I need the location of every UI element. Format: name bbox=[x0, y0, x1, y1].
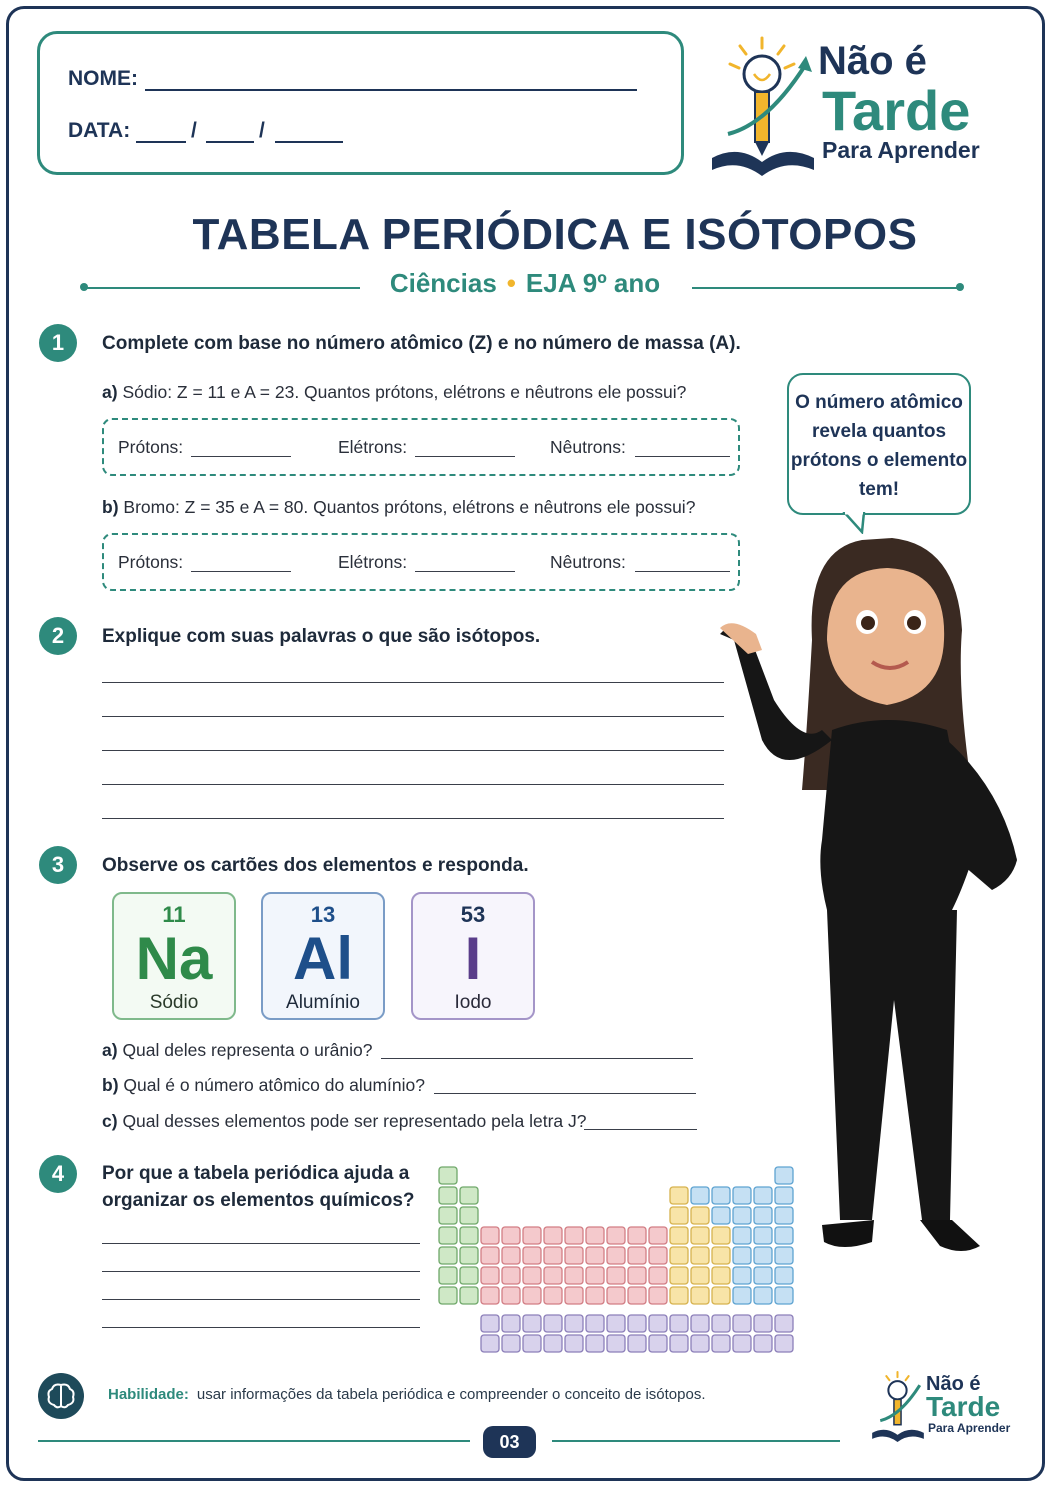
subtitle-dot: • bbox=[506, 268, 516, 298]
q1b-answer-box bbox=[102, 533, 740, 591]
periodic-table-cell bbox=[649, 1247, 667, 1264]
q1a-text bbox=[102, 382, 686, 403]
periodic-table-cell bbox=[712, 1247, 730, 1264]
periodic-table-cell bbox=[607, 1287, 625, 1304]
periodic-table-cell bbox=[733, 1267, 751, 1284]
periodic-table-cell bbox=[754, 1187, 772, 1204]
q3b-body: Qual é o número atômico do alumínio? bbox=[123, 1075, 425, 1095]
periodic-table-cell bbox=[460, 1227, 478, 1244]
element-symbol: I bbox=[464, 925, 482, 992]
periodic-table-cell bbox=[544, 1267, 562, 1284]
periodic-table-cell bbox=[502, 1227, 520, 1244]
periodic-table-cell bbox=[460, 1247, 478, 1264]
periodic-table-cell bbox=[691, 1315, 709, 1332]
periodic-table-cell bbox=[649, 1267, 667, 1284]
periodic-table-cell bbox=[712, 1287, 730, 1304]
q1b-prefix: b) bbox=[102, 497, 119, 517]
periodic-table-cell bbox=[628, 1315, 646, 1332]
periodic-table-cell bbox=[670, 1315, 688, 1332]
periodic-table-cell bbox=[733, 1335, 751, 1352]
question-number-1: 1 bbox=[39, 324, 77, 362]
periodic-table-cell bbox=[523, 1287, 541, 1304]
neutrons-label: Nêutrons: bbox=[550, 552, 626, 572]
skill-text: usar informações da tabela periódica e compreender o conceito de isótopos. bbox=[196, 1386, 706, 1403]
periodic-table-cell bbox=[649, 1335, 667, 1352]
periodic-table-cell bbox=[628, 1247, 646, 1264]
periodic-table-cell bbox=[628, 1227, 646, 1244]
periodic-table-cell bbox=[733, 1315, 751, 1332]
periodic-table-cell bbox=[649, 1315, 667, 1332]
question-4-line1: Por que a tabela periódica ajuda a bbox=[102, 1163, 410, 1184]
atomic-number: 11 bbox=[162, 902, 186, 927]
electrons-label: Elétrons: bbox=[338, 437, 408, 457]
periodic-table-cell bbox=[754, 1247, 772, 1264]
name-label: NOME: bbox=[68, 67, 138, 90]
q2-answer-line[interactable] bbox=[102, 784, 724, 785]
periodic-table-cell bbox=[775, 1167, 793, 1184]
brain-icon bbox=[38, 1373, 84, 1419]
q1a-answer-box bbox=[102, 418, 740, 476]
q4-answer-line[interactable] bbox=[102, 1327, 420, 1328]
periodic-table-cell bbox=[712, 1227, 730, 1244]
periodic-table-cell bbox=[775, 1335, 793, 1352]
q3c-body: Qual desses elementos pode ser representado pela letra J? bbox=[122, 1111, 587, 1131]
electrons-label: Elétrons: bbox=[338, 552, 408, 572]
periodic-table-cell bbox=[544, 1247, 562, 1264]
periodic-table-cell bbox=[481, 1247, 499, 1264]
question-3-text: Observe os cartões dos elementos e responda. bbox=[102, 855, 529, 876]
periodic-table-cell bbox=[439, 1227, 457, 1244]
date-separator: / bbox=[259, 119, 265, 142]
periodic-table-cell bbox=[712, 1207, 730, 1224]
periodic-table-cell bbox=[586, 1315, 604, 1332]
periodic-table-cell bbox=[460, 1267, 478, 1284]
periodic-table-cell bbox=[775, 1267, 793, 1284]
q4-answer-line[interactable] bbox=[102, 1243, 420, 1244]
periodic-table-cell bbox=[607, 1335, 625, 1352]
rule-dot bbox=[956, 283, 964, 291]
periodic-table-cell bbox=[586, 1247, 604, 1264]
periodic-table-cell bbox=[691, 1335, 709, 1352]
q1b-protons-field[interactable] bbox=[191, 571, 291, 572]
q2-answer-line[interactable] bbox=[102, 750, 724, 751]
q3b-text bbox=[102, 1075, 425, 1096]
periodic-table-cell bbox=[754, 1315, 772, 1332]
periodic-table-cell bbox=[481, 1287, 499, 1304]
periodic-table-cell bbox=[775, 1187, 793, 1204]
q1b-body: Bromo: Z = 35 e A = 80. Quantos prótons, elétrons e nêutrons ele possui? bbox=[123, 497, 696, 517]
q4-answer-line[interactable] bbox=[102, 1271, 420, 1272]
periodic-table-cell bbox=[502, 1267, 520, 1284]
periodic-table-cell bbox=[670, 1247, 688, 1264]
periodic-table-cell bbox=[460, 1187, 478, 1204]
q3c-text bbox=[102, 1111, 586, 1132]
neutrons-label: Nêutrons: bbox=[550, 437, 626, 457]
periodic-table-cell bbox=[649, 1227, 667, 1244]
q3a-body: Qual deles representa o urânio? bbox=[122, 1040, 373, 1060]
periodic-table-cell bbox=[607, 1227, 625, 1244]
periodic-table-cell bbox=[481, 1227, 499, 1244]
question-2-text: Explique com suas palavras o que são isótopos. bbox=[102, 626, 541, 647]
q1a-prefix: a) bbox=[102, 382, 118, 402]
periodic-table-cell bbox=[523, 1315, 541, 1332]
periodic-table-cell bbox=[565, 1315, 583, 1332]
periodic-table-cell bbox=[649, 1287, 667, 1304]
periodic-table-cell bbox=[481, 1315, 499, 1332]
logo-line2: Tarde bbox=[822, 79, 971, 142]
periodic-table-cell bbox=[502, 1247, 520, 1264]
periodic-table-cell bbox=[733, 1187, 751, 1204]
periodic-table-cell bbox=[733, 1227, 751, 1244]
periodic-table-cell bbox=[565, 1335, 583, 1352]
footer-logo-line1: Não é bbox=[926, 1373, 981, 1395]
q1b-text bbox=[102, 497, 695, 518]
question-number-4: 4 bbox=[39, 1155, 77, 1193]
element-name: Alumínio bbox=[286, 992, 360, 1013]
periodic-table-cell bbox=[439, 1187, 457, 1204]
periodic-table-cell bbox=[754, 1227, 772, 1244]
periodic-table-cell bbox=[460, 1287, 478, 1304]
element-name: Iodo bbox=[454, 992, 492, 1013]
periodic-table-cell bbox=[586, 1287, 604, 1304]
periodic-table-cell bbox=[544, 1227, 562, 1244]
element-symbol: Na bbox=[135, 925, 213, 992]
logo-line1: Não é bbox=[818, 39, 927, 83]
periodic-table-cell bbox=[544, 1315, 562, 1332]
periodic-table-cell bbox=[439, 1267, 457, 1284]
q1a-neutrons-field[interactable] bbox=[635, 456, 730, 457]
periodic-table-cell bbox=[460, 1207, 478, 1224]
page-number: 03 bbox=[483, 1426, 536, 1458]
logo-icon bbox=[708, 34, 818, 184]
q1a-electrons-field[interactable] bbox=[415, 456, 515, 457]
name-field[interactable] bbox=[145, 89, 637, 91]
periodic-table-cell bbox=[565, 1227, 583, 1244]
periodic-table-cell bbox=[670, 1335, 688, 1352]
periodic-table-cell bbox=[775, 1247, 793, 1264]
periodic-table-cell bbox=[439, 1247, 457, 1264]
periodic-table-cell bbox=[754, 1287, 772, 1304]
periodic-table-cell bbox=[670, 1227, 688, 1244]
periodic-table-cell bbox=[586, 1335, 604, 1352]
protons-label: Prótons: bbox=[118, 552, 184, 572]
periodic-table-cell bbox=[502, 1287, 520, 1304]
periodic-table-cell bbox=[565, 1267, 583, 1284]
periodic-table-cell bbox=[691, 1227, 709, 1244]
protons-label: Prótons: bbox=[118, 437, 184, 457]
periodic-table-cell bbox=[712, 1335, 730, 1352]
subtitle-rule-left bbox=[84, 287, 360, 289]
periodic-table-cell bbox=[523, 1335, 541, 1352]
atomic-number: 53 bbox=[460, 902, 486, 927]
q2-answer-line[interactable] bbox=[102, 682, 724, 683]
periodic-table-cell bbox=[670, 1287, 688, 1304]
date-month-field[interactable] bbox=[206, 141, 254, 143]
periodic-table-cell bbox=[502, 1315, 520, 1332]
element-card-al bbox=[261, 892, 385, 1020]
date-label: DATA: bbox=[68, 119, 131, 142]
periodic-table-cell bbox=[481, 1267, 499, 1284]
footer-rule-left bbox=[38, 1440, 470, 1442]
question-1-text: Complete com base no número atômico (Z) e no número de massa (A). bbox=[102, 333, 741, 354]
subtitle-rule-right bbox=[692, 287, 960, 289]
periodic-table-cell bbox=[544, 1287, 562, 1304]
periodic-table-cell bbox=[628, 1335, 646, 1352]
periodic-table-cell bbox=[775, 1227, 793, 1244]
periodic-table-cell bbox=[754, 1207, 772, 1224]
periodic-table-cell bbox=[502, 1335, 520, 1352]
element-name: Sódio bbox=[149, 992, 199, 1013]
question-number-3: 3 bbox=[39, 846, 77, 884]
date-day-field[interactable] bbox=[136, 141, 186, 143]
periodic-table-cell bbox=[691, 1207, 709, 1224]
q3c-prefix: c) bbox=[102, 1111, 118, 1131]
footer-logo-line2: Tarde bbox=[926, 1391, 1001, 1422]
q2-answer-line[interactable] bbox=[102, 716, 724, 717]
q3c-answer-field[interactable] bbox=[584, 1129, 697, 1130]
periodic-table-cell bbox=[439, 1207, 457, 1224]
periodic-table-cell bbox=[565, 1287, 583, 1304]
periodic-table-cell bbox=[691, 1187, 709, 1204]
periodic-table-cell bbox=[439, 1287, 457, 1304]
periodic-table-cell bbox=[565, 1247, 583, 1264]
periodic-table-cell bbox=[670, 1187, 688, 1204]
periodic-table-cell bbox=[691, 1247, 709, 1264]
periodic-table-cell bbox=[754, 1267, 772, 1284]
skill-label: Habilidade: bbox=[108, 1386, 189, 1403]
periodic-table-cell bbox=[670, 1267, 688, 1284]
q1a-body: Sódio: Z = 11 e A = 23. Quantos prótons, elétrons e nêutrons ele possui? bbox=[122, 382, 687, 402]
teacher-illustration bbox=[712, 530, 1032, 1270]
periodic-table-cell bbox=[628, 1287, 646, 1304]
periodic-table-cell bbox=[733, 1287, 751, 1304]
q3b-prefix: b) bbox=[102, 1075, 119, 1095]
q3a-answer-field[interactable] bbox=[381, 1058, 693, 1059]
periodic-table-cell bbox=[670, 1207, 688, 1224]
footer-logo-icon bbox=[870, 1370, 926, 1446]
q1a-protons-field[interactable] bbox=[191, 456, 291, 457]
subject-label: Ciências bbox=[389, 268, 497, 298]
footer-logo-line3: Para Aprender bbox=[928, 1421, 1011, 1435]
periodic-table-cell bbox=[607, 1267, 625, 1284]
q1b-electrons-field[interactable] bbox=[415, 571, 515, 572]
element-card-i bbox=[411, 892, 535, 1020]
q4-answer-line[interactable] bbox=[102, 1299, 420, 1300]
periodic-table-cell bbox=[712, 1267, 730, 1284]
logo-line3: Para Aprender bbox=[822, 137, 980, 163]
periodic-table-cell bbox=[733, 1207, 751, 1224]
periodic-table-cell bbox=[691, 1267, 709, 1284]
question-4-line2: organizar os elementos químicos? bbox=[102, 1190, 415, 1211]
periodic-table-cell bbox=[628, 1267, 646, 1284]
periodic-table-cell bbox=[586, 1267, 604, 1284]
q3a-prefix: a) bbox=[102, 1040, 118, 1060]
periodic-table-cell bbox=[544, 1335, 562, 1352]
periodic-table-cell bbox=[691, 1287, 709, 1304]
speech-bubble: O número atômico revela quantos prótons o elemento tem! bbox=[787, 373, 971, 515]
q3b-answer-field[interactable] bbox=[434, 1093, 696, 1094]
date-year-field[interactable] bbox=[275, 141, 343, 143]
periodic-table-cell bbox=[775, 1207, 793, 1224]
grade-label: EJA 9º ano bbox=[525, 268, 661, 298]
atomic-number: 13 bbox=[310, 902, 336, 927]
periodic-table-cell bbox=[775, 1315, 793, 1332]
page-title: TABELA PERIÓDICA E ISÓTOPOS bbox=[192, 210, 918, 259]
subtitle bbox=[360, 268, 690, 299]
question-number-2: 2 bbox=[39, 617, 77, 655]
date-separator: / bbox=[191, 119, 197, 142]
periodic-table-cell bbox=[586, 1227, 604, 1244]
element-card-na bbox=[112, 892, 236, 1020]
periodic-table-cell bbox=[712, 1187, 730, 1204]
periodic-table-cell bbox=[607, 1315, 625, 1332]
footer-rule-right bbox=[552, 1440, 840, 1442]
periodic-table-cell bbox=[439, 1167, 457, 1184]
periodic-table-cell bbox=[481, 1335, 499, 1352]
periodic-table-graphic bbox=[438, 1166, 808, 1358]
element-symbol: Al bbox=[293, 925, 353, 992]
q2-answer-line[interactable] bbox=[102, 818, 724, 819]
skill-note bbox=[108, 1386, 706, 1403]
name-date-box bbox=[37, 31, 684, 175]
periodic-table-cell bbox=[712, 1315, 730, 1332]
periodic-table-cell bbox=[607, 1247, 625, 1264]
q3a-text bbox=[102, 1040, 372, 1061]
periodic-table-cell bbox=[775, 1287, 793, 1304]
periodic-table-cell bbox=[733, 1247, 751, 1264]
periodic-table-cell bbox=[523, 1267, 541, 1284]
periodic-table-cell bbox=[523, 1227, 541, 1244]
periodic-table-cell bbox=[523, 1247, 541, 1264]
periodic-table-cell bbox=[754, 1335, 772, 1352]
